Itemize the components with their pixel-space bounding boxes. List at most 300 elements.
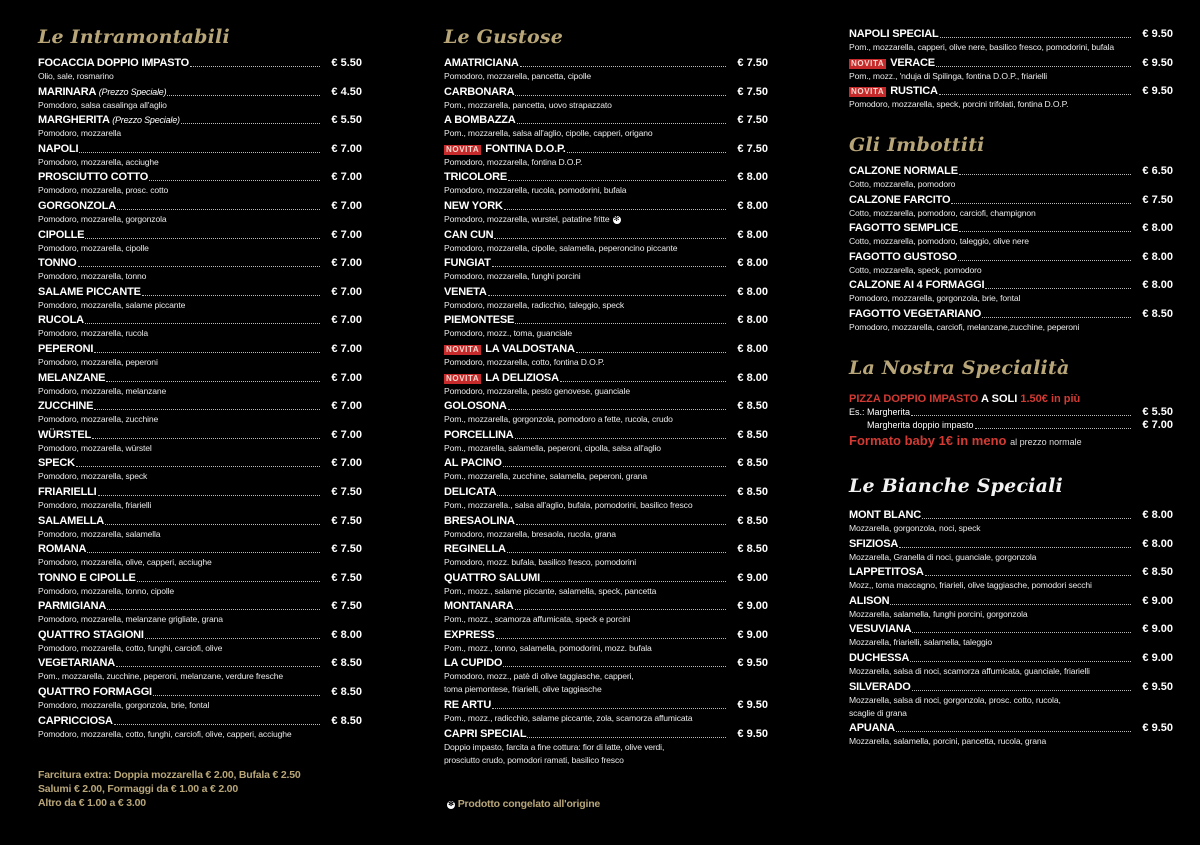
menu-item: [38, 543, 362, 569]
item-title: REGINELLA: [444, 543, 506, 556]
item-ingredients: Olio, sale, rosmarino: [38, 71, 114, 81]
item-row: [444, 600, 768, 613]
item-title: MARGHERITA: [38, 114, 110, 127]
item-price: € 7.00: [331, 171, 362, 184]
item-description: [38, 156, 362, 169]
item-title: SALAME PICCANTE: [38, 285, 141, 298]
item-row: [38, 257, 362, 270]
section-title: Le Bianche Speciali: [849, 475, 1063, 497]
item-description: [38, 670, 362, 683]
menu-item: [38, 372, 362, 398]
menu-item: [38, 715, 362, 741]
item-title: LA CUPIDO: [444, 657, 503, 670]
item-ingredients: Pomodoro, mozzarella, funghi porcini: [444, 271, 581, 282]
headline-red: PIZZA DOPPIO IMPASTO: [849, 393, 979, 405]
menu-item: [849, 509, 1173, 535]
item-row: [38, 86, 362, 99]
dot-leader: [76, 465, 320, 467]
item-row: [444, 57, 768, 70]
menu-item: [38, 314, 362, 340]
item-ingredients: Pomodoro, mozzarella, cipolle, salamella, peperoncino piccante: [444, 242, 678, 253]
dot-leader: [925, 574, 1131, 576]
dot-leader: [515, 437, 726, 439]
item-title: CARBONARA: [444, 85, 515, 98]
section-specialita: [849, 356, 1173, 451]
item-row: [38, 57, 362, 70]
item-description: [444, 356, 768, 369]
item-name: [444, 572, 540, 585]
item-ingredients: Pomodoro, mozzarella, rucola, pomodorini, bufala: [444, 185, 627, 196]
dot-leader: [951, 202, 1131, 204]
item-title: SALAMELLA: [38, 514, 105, 527]
item-ingredients: Pomodoro, mozzarella, pancetta, cipolle: [444, 71, 592, 81]
item-ingredients: Pomodoro, mozzarella, salame piccante: [38, 299, 186, 310]
item-title: AL PACINO: [444, 457, 502, 470]
item-title: DUCHESSA: [849, 651, 910, 664]
item-ingredients: Pomodoro, mozzarella, prosc. cotto: [38, 185, 169, 196]
item-ingredients: Pomodoro, mozzarella, melanzane: [38, 385, 167, 396]
item-row: [38, 486, 362, 499]
item-name: [38, 86, 166, 99]
dot-leader: [515, 322, 726, 324]
item-title: TONNO: [38, 257, 77, 270]
item-row: [444, 486, 768, 499]
item-price: € 9.50: [1142, 680, 1173, 693]
menu-item: [444, 286, 768, 312]
item-description: [444, 299, 768, 312]
item-row: [444, 314, 768, 327]
menu-item: [444, 171, 768, 197]
item-ingredients: Pomodoro, mozzarella, cotto, fontina D.O.P.: [444, 356, 605, 367]
item-title: ROMANA: [38, 543, 87, 556]
item-name: [38, 57, 189, 70]
menu-item: [849, 308, 1173, 334]
item-row: [38, 429, 362, 442]
item-title: RUCOLA: [38, 314, 84, 327]
item-ingredients: Pomodoro, mozzarella, speck, porcini trifolati, fontina D.O.P.: [849, 99, 1069, 110]
dot-leader: [106, 380, 320, 382]
item-name: [38, 400, 93, 413]
item-name: [849, 509, 921, 522]
item-ingredients: Cotto, mozzarella, pomodoro, taleggio, olive nere: [849, 236, 1029, 247]
dot-leader: [560, 380, 726, 382]
headline-extra-price: 1.50€ in più: [1020, 393, 1081, 405]
dot-leader: [982, 316, 1131, 318]
item-ingredients: Pom., mozzarella, gorgonzola, pomodoro a fette, rucola, crudo: [444, 414, 673, 425]
item-price: € 9.00: [1142, 594, 1173, 607]
item-row: [38, 457, 362, 470]
item-row: [849, 57, 1173, 70]
item-ingredients: Pom., mozz., salame piccante, salamella, speck, pancetta: [444, 585, 657, 596]
menu-item: [849, 595, 1173, 621]
item-price: € 8.00: [737, 285, 768, 298]
dot-leader: [527, 736, 726, 738]
item-name: [38, 543, 86, 556]
dot-leader: [507, 551, 726, 553]
item-description: [38, 385, 362, 398]
menu-list: [849, 28, 1173, 111]
dot-leader: [153, 694, 320, 696]
item-price: € 8.00: [737, 314, 768, 327]
item-name: [849, 222, 958, 235]
item-name: [444, 728, 526, 741]
item-description: [38, 699, 362, 712]
dot-leader: [922, 517, 1131, 519]
item-ingredients: Doppio impasto, farcita a fine cottura: fior di latte, olive verdi,: [444, 741, 665, 752]
item-title: PIEMONTESE: [444, 314, 515, 327]
item-row: [38, 200, 362, 213]
item-price: € 8.00: [737, 228, 768, 241]
item-row: [444, 286, 768, 299]
menu-item: [849, 28, 1173, 54]
item-row: [38, 515, 362, 528]
item-description: [38, 242, 362, 255]
item-name: [849, 57, 935, 70]
item-row: [38, 286, 362, 299]
headline-white: A SOLI: [981, 393, 1018, 405]
section-title: Le Intramontabili: [38, 26, 230, 48]
item-description: [38, 299, 362, 312]
new-badge: NOVITA: [446, 373, 480, 383]
item-ingredients: Pomodoro, mozzarella, friarielli: [38, 499, 152, 510]
item-description: [444, 70, 768, 83]
item-row: [444, 257, 768, 270]
dot-leader: [515, 608, 727, 610]
item-description: [444, 642, 768, 655]
item-name: [444, 200, 503, 213]
item-title: PROSCIUTTO COTTO: [38, 171, 149, 184]
item-description: [849, 178, 1173, 191]
item-row: [444, 114, 768, 127]
item-price: € 8.00: [737, 257, 768, 270]
item-description: [444, 99, 768, 112]
menu-item: [38, 57, 362, 83]
item-name: [849, 595, 889, 608]
menu-item: [38, 600, 362, 626]
item-row: [38, 171, 362, 184]
menu-item: [849, 681, 1173, 720]
dot-leader: [503, 665, 726, 667]
menu-list: [849, 509, 1173, 748]
item-name: [38, 229, 84, 242]
item-description: [444, 127, 768, 140]
item-title: LA DELIZIOSA: [485, 371, 559, 384]
item-description: [849, 636, 1173, 649]
item-description: [38, 499, 362, 512]
item-ingredients: Pom., mozzarella, zucchine, salamella, peperoni, grana: [444, 471, 648, 482]
item-name: [444, 372, 559, 385]
item-ingredients: Pom., mozz., 'nduja di Spilinga, fontina D.O.P., friarielli: [849, 70, 1048, 81]
item-description: [849, 579, 1173, 592]
item-row: [38, 657, 362, 670]
dot-leader: [98, 494, 321, 496]
item-name: [38, 286, 141, 299]
item-row: [849, 566, 1173, 579]
item-price: € 7.50: [331, 485, 362, 498]
item-description: [849, 608, 1173, 621]
item-ingredients: Cotto, mozzarella, pomodoro, carciofi, champignon: [849, 207, 1036, 218]
item-row: [38, 229, 362, 242]
item-title: GORGONZOLA: [38, 199, 117, 212]
menu-item: [849, 194, 1173, 220]
item-price: € 8.00: [737, 199, 768, 212]
item-row: [849, 538, 1173, 551]
item-row: [849, 722, 1173, 735]
item-title: FAGOTTO SEMPLICE: [849, 222, 959, 235]
item-title: VESUVIANA: [849, 623, 912, 636]
dot-leader: [87, 551, 320, 553]
menu-item: [38, 143, 362, 169]
menu-item: [444, 486, 768, 512]
new-badge: NOVITA: [446, 344, 480, 354]
section-title: Le Gustose: [444, 26, 564, 48]
item-row: [38, 400, 362, 413]
item-ingredients: Mozzarella, salsa di noci, scamorza affumicata, guanciale, friarielli: [849, 665, 1090, 676]
menu-item: [444, 343, 768, 369]
item-price: € 8.50: [1142, 566, 1173, 579]
item-ingredients: Pomodoro, mozz. bufala, basilico fresco, pomodorini: [444, 557, 637, 568]
dot-leader: [181, 122, 320, 124]
snowflake-icon: ✻: [613, 215, 620, 223]
item-description: [38, 184, 362, 197]
item-name: [849, 623, 911, 636]
item-name: [849, 85, 938, 98]
dot-leader: [85, 322, 320, 324]
item-name: [38, 486, 97, 499]
item-description: [444, 528, 768, 541]
menu-item: [444, 114, 768, 140]
item-title: MONTANARA: [444, 600, 514, 613]
menu-item: [38, 171, 362, 197]
extras-line: Altro da € 1.00 a € 3.00: [38, 797, 146, 809]
item-row: [38, 715, 362, 728]
menu-item: [38, 257, 362, 283]
item-name: [849, 652, 909, 665]
new-badge: NOVITA: [851, 58, 885, 68]
item-name: [38, 457, 75, 470]
dot-leader: [492, 265, 726, 267]
item-price: € 8.00: [1142, 222, 1173, 235]
item-description: [38, 728, 362, 741]
item-ingredients: Mozz,, toma maccagno, friarieli, olive taggiasche, pomodori secchi: [849, 580, 1092, 591]
dot-leader: [488, 294, 726, 296]
dot-leader: [541, 580, 726, 582]
item-description: [38, 613, 362, 626]
dot-leader: [936, 65, 1131, 67]
baby-red: Formato baby 1€ in meno: [849, 433, 1007, 448]
item-price: € 4.50: [331, 85, 362, 98]
item-ingredients: Pom., mozzarella, salsa all'aglio, cipolle, capperi, origano: [444, 128, 653, 139]
dot-leader: [149, 179, 320, 181]
item-name: [849, 308, 981, 321]
item-title: QUATTRO SALUMI: [444, 571, 540, 584]
section-gustose: [444, 25, 768, 769]
item-ingredients: Pomodoro, mozzarella, salamella: [38, 528, 161, 539]
item-price: € 7.50: [737, 85, 768, 98]
menu-item: [444, 657, 768, 696]
item-name: [38, 143, 78, 156]
item-row: [444, 229, 768, 242]
menu-item: [444, 457, 768, 483]
item-description: [444, 670, 768, 683]
item-name: [38, 314, 84, 327]
price: € 7.00: [1142, 419, 1173, 431]
item-price: € 7.00: [331, 314, 362, 327]
item-row: [849, 194, 1173, 207]
item-name: [849, 681, 911, 694]
item-description: [38, 99, 362, 112]
item-title: SILVERADO: [849, 680, 911, 693]
item-title: BRESAOLINA: [444, 514, 515, 527]
item-title: LAPPETITOSA: [849, 566, 924, 579]
item-ingredients: Pomodoro, mozz., toma, guanciale: [444, 328, 572, 339]
item-ingredients: Pom., mozz., scamorza affumicata, speck e porcini: [444, 614, 631, 625]
item-description: [444, 442, 768, 455]
example-row: [849, 406, 1173, 419]
menu-item: [849, 623, 1173, 649]
item-row: [444, 657, 768, 670]
item-price: € 8.50: [331, 686, 362, 699]
item-row: [444, 200, 768, 213]
item-price: € 7.50: [331, 600, 362, 613]
item-row: [38, 114, 362, 127]
item-title: FONTINA D.O.P.: [485, 142, 566, 155]
item-ingredients: Pomodoro, mozzarella, gorgonzola: [38, 213, 167, 224]
item-name: [849, 28, 939, 41]
item-ingredients: Pomodoro, mozzarella, zucchine: [38, 414, 159, 425]
item-name: [444, 543, 506, 556]
menu-item: [444, 200, 768, 226]
item-price: € 8.00: [737, 371, 768, 384]
dot-leader: [520, 65, 726, 67]
item-price: € 9.50: [737, 657, 768, 670]
menu-item: [849, 652, 1173, 678]
item-ingredients: Pomodoro, mozzarella, rucola: [38, 328, 148, 339]
item-price: € 7.50: [331, 543, 362, 556]
item-description: [849, 41, 1173, 54]
item-description: [444, 242, 768, 255]
item-price: € 8.50: [737, 514, 768, 527]
menu-item: [444, 629, 768, 655]
double-label: Margherita doppio impasto: [867, 420, 974, 430]
dot-leader: [78, 265, 320, 267]
menu-item: [38, 486, 362, 512]
item-ingredients: Pomodoro, mozzarella, acciughe: [38, 156, 159, 167]
item-price: € 8.00: [1142, 509, 1173, 521]
item-ingredients: Pom., mozzarella, capperi, olive nere, basilico fresco, pomodorini, bufala: [849, 42, 1114, 52]
menu-item: [849, 279, 1173, 305]
item-title: NAPOLI: [38, 142, 79, 155]
menu-item: [444, 429, 768, 455]
item-price: € 9.00: [737, 628, 768, 641]
item-ingredients: Pomodoro, mozzarella, peperoni: [38, 356, 158, 367]
dot-leader: [79, 151, 320, 153]
item-description: [444, 499, 768, 512]
menu-item: [849, 538, 1173, 564]
item-row: [849, 251, 1173, 264]
item-description: [849, 70, 1173, 83]
item-description: [849, 551, 1173, 564]
item-title: CAN CUN: [444, 228, 494, 241]
item-ingredients: Pomodoro, mozzarella, melanzane grigliate, grana: [38, 614, 223, 625]
item-title: WÜRSTEL: [38, 428, 91, 441]
menu-item: [38, 429, 362, 455]
item-ingredients: Pom., mozzarella, zucchine, peperoni, melanzane, verdure fresche: [38, 671, 283, 682]
item-price: € 9.50: [1142, 85, 1173, 98]
item-title: VENETA: [444, 285, 487, 298]
item-title: VEGETARIANA: [38, 657, 116, 670]
item-description: [38, 442, 362, 455]
item-name: [444, 600, 514, 613]
item-name: [444, 343, 575, 356]
item-name: [849, 251, 957, 264]
dot-leader: [137, 580, 320, 582]
item-ingredients: Cotto, mozzarella, speck, pomodoro: [849, 264, 982, 275]
item-ingredients: Mozzarella, salamella, funghi porcini, gorgonzola: [849, 608, 1028, 619]
item-name: [444, 286, 487, 299]
item-ingredients: Mozzarella, friarielli, salamella, taleggio: [849, 637, 993, 648]
dot-leader: [576, 351, 726, 353]
item-description: [444, 741, 768, 754]
item-row: [444, 515, 768, 528]
item-row: [444, 372, 768, 385]
item-description: [38, 528, 362, 541]
item-name: [38, 657, 115, 670]
item-name: [444, 429, 514, 442]
item-row: [444, 629, 768, 642]
item-ingredients: Pomodoro, mozzarella, olive, capperi, acciughe: [38, 557, 212, 568]
item-description: [444, 470, 768, 483]
item-name: [444, 486, 496, 499]
menu-item: [444, 57, 768, 83]
item-row: [444, 728, 768, 741]
section-title: La Nostra Specialità: [849, 357, 1070, 379]
item-price: € 7.50: [331, 514, 362, 527]
item-title: CALZONE FARCITO: [849, 193, 951, 206]
item-row: [849, 595, 1173, 608]
item-note: (Prezzo Speciale): [98, 86, 167, 97]
menu-item: [444, 143, 768, 169]
menu-item: [38, 400, 362, 426]
item-name: [38, 572, 136, 585]
dot-leader: [167, 94, 320, 96]
item-title: QUATTRO FORMAGGI: [38, 686, 152, 699]
item-row: [444, 457, 768, 470]
item-name: [849, 165, 958, 178]
item-name: [444, 257, 491, 270]
item-price: € 8.00: [1142, 250, 1173, 263]
dot-leader: [496, 637, 726, 639]
item-title: TRICOLORE: [444, 171, 507, 184]
item-row: [38, 600, 362, 613]
dot-leader: [504, 208, 726, 210]
item-description-cont: toma piemontese, friarielli, olive taggiasche: [444, 684, 602, 695]
item-ingredients: Pomodoro, mozzarella, fontina D.O.P.: [444, 156, 583, 167]
menu-item: [444, 728, 768, 767]
item-price: € 8.00: [1142, 279, 1173, 292]
dot-leader: [114, 723, 320, 725]
section-intramontabili: [38, 25, 362, 743]
dot-leader: [94, 408, 320, 410]
menu-item: [849, 722, 1173, 748]
item-row: [444, 400, 768, 413]
item-name: [444, 143, 566, 156]
item-price: € 7.50: [1142, 193, 1173, 206]
menu-item: [38, 686, 362, 712]
item-description: [444, 327, 768, 340]
item-ingredients: Pomodoro, mozzarella, bresaola, rucola, grana: [444, 528, 616, 539]
dot-leader: [940, 36, 1132, 38]
